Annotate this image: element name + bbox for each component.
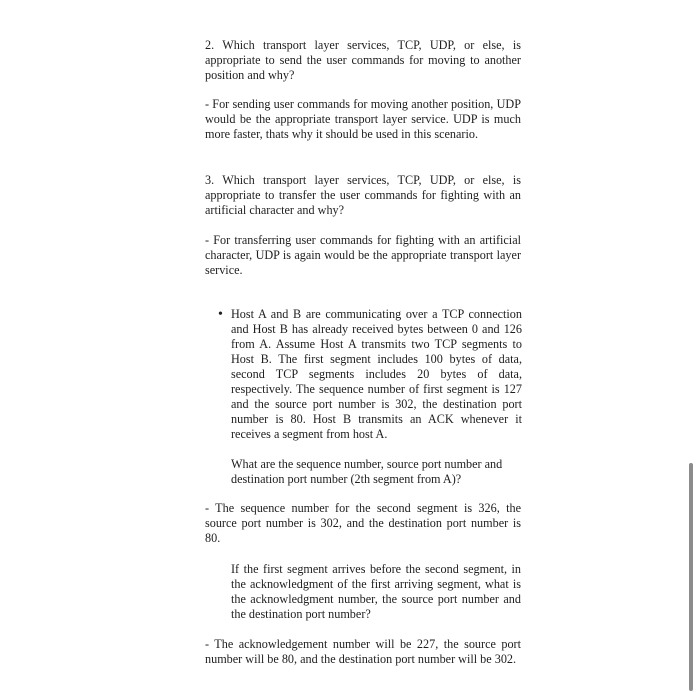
tcp-scenario-bullet — [218, 307, 522, 442]
bullet-icon: • — [218, 307, 223, 322]
tcp-scenario-text: Host A and B are communicating over a TCP connection and Host B has already received bytes between 0 and 126 from A. Assume Host A transmits two TCP segments to Host B. The first segment includes 100 bytes of data, second TCP segments includes 20 bytes of data, respectively. The sequence number of first segment is 127 and the source port number is 302, the destination port number is 80. Host B transmits an ACK whenever it receives a segment from host A. — [231, 307, 522, 441]
sub-question-2: If the first segment arrives before the second segment, in the acknowledgment of the first arriving segment, what is the acknowledgment number, the source port number and the destination port number? — [231, 562, 521, 621]
answer-2: - For sending user commands for moving another position, UDP would be the appropriate transport layer service. UDP is much more faster, thats why it should be used in this scenario. — [205, 97, 521, 141]
sub-answer-2: - The acknowledgement number will be 227, the source port number will be 80, and the destination port number will be 302. — [205, 637, 521, 666]
vertical-scrollbar[interactable] — [689, 463, 693, 691]
question-2: 2. Which transport layer services, TCP, UDP, or else, is appropriate to send the user commands for moving to another position and why? — [205, 38, 521, 82]
sub-answer-1: - The sequence number for the second segment is 326, the source port number is 302, and the destination port number is 80. — [205, 501, 521, 545]
question-3: 3. Which transport layer services, TCP, UDP, or else, is appropriate to transfer the user commands for fighting with an artificial character and why? — [205, 173, 521, 217]
answer-3: - For transferring user commands for fighting with an artificial character, UDP is again would be the appropriate transport layer service. — [205, 233, 521, 277]
sub-question-1: What are the sequence number, source port number and destination port number (2th segment from A)? — [231, 457, 503, 486]
